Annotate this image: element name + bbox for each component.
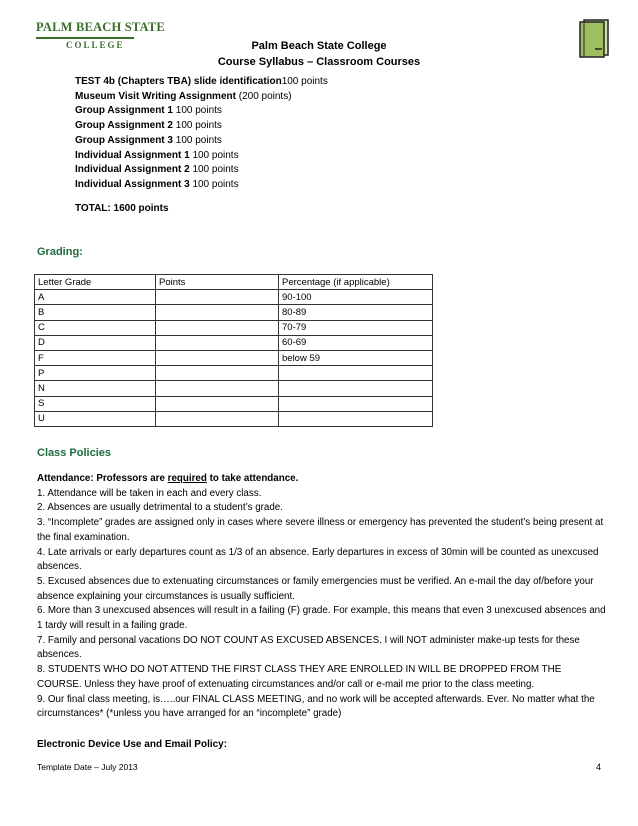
column-header: Points <box>156 275 279 290</box>
assignment-points-list <box>75 75 328 193</box>
policy-item: 8. STUDENTS WHO DO NOT ATTEND THE FIRST CLASS THEY ARE ENROLLED IN WILL BE DROPPED FROM THE COURSE. Unless they have proof of extenuating circumstances and/or call or e-mail me prior to the class meeting. <box>37 664 562 690</box>
assignment-row: Individual Assignment 3 100 points <box>75 178 239 190</box>
class-policies <box>37 472 607 722</box>
logo-name: PALM BEACH STATE <box>36 20 165 34</box>
table-row: P <box>35 366 433 381</box>
table-row: A 90-100 <box>35 290 433 305</box>
header-subtitle: Course Syllabus – Classroom Courses <box>217 56 421 68</box>
policy-item: 9. Our final class meeting, is…..our FINAL CLASS MEETING, and no work will be accepted afterwards. Ever. No matter what the circumstances* (*unless you have arranged for an “incomplete” grade) <box>37 693 595 720</box>
class-policies-heading: Class Policies <box>37 447 111 459</box>
policy-item: 2. Absences are usually detrimental to a student’s grade. <box>37 502 283 514</box>
assignment-row: Museum Visit Writing Assignment (200 points) <box>75 90 292 102</box>
logo-divider <box>36 37 134 39</box>
assignment-row: TEST 4b (Chapters TBA) slide identification100 points <box>75 76 328 87</box>
column-header: Letter Grade <box>35 275 156 290</box>
policy-item: 7. Family and personal vacations DO NOT COUNT AS EXCUSED ABSENCES. I will NOT administer make-up tests for these absences. <box>37 634 580 661</box>
attendance-title: Attendance: Professors are required to take attendance. <box>37 473 299 484</box>
assignment-row: Group Assignment 1 100 points <box>75 105 222 117</box>
table-row: C 70-79 <box>35 320 433 335</box>
assignment-row: Group Assignment 2 100 points <box>75 120 222 132</box>
policy-item: 4. Late arrivals or early departures count as 1/3 of an absence. Early departures in excess of 30min will be counted as unexcused absences. <box>37 546 599 573</box>
book-icon <box>578 18 610 58</box>
policy-item: 6. More than 3 unexcused absences will result in a failing (F) grade. For example, this means that even 3 unexcused absences and 1 tardy will result in a failing grade. <box>37 605 606 632</box>
column-header: Percentage (if applicable) <box>279 275 433 290</box>
page-number: 4 <box>596 762 602 772</box>
grading-table <box>34 274 433 427</box>
total-points: TOTAL: 1600 points <box>75 203 169 214</box>
grading-heading: Grading: <box>37 246 83 258</box>
policy-item: 5. Excused absences due to extenuating circumstances or family emergencies must be verified. An e-mail the day of/before your absence explaining your circumstances is usually sufficient. <box>37 575 594 602</box>
assignment-row: Group Assignment 3 100 points <box>75 134 222 146</box>
table-row: U <box>35 411 433 426</box>
table-row: N <box>35 381 433 396</box>
table-header-row <box>35 275 433 290</box>
assignment-row: Individual Assignment 2 100 points <box>75 164 239 176</box>
logo-college: COLLEGE <box>66 40 125 50</box>
policy-item: 1. Attendance will be taken in each and every class. <box>37 487 262 499</box>
table-row: D 60-69 <box>35 335 433 350</box>
table-row: B 80-89 <box>35 305 433 320</box>
assignment-row: Individual Assignment 1 100 points <box>75 149 239 161</box>
table-row: S <box>35 396 433 411</box>
template-date: Template Date – July 2013 <box>37 762 138 772</box>
policy-item: 3. “Incomplete” grades are assigned only in cases where severe illness or emergency has prevented the student’s being present at the final examination. <box>37 517 604 543</box>
header-title: Palm Beach State College <box>251 40 387 52</box>
device-policy-heading: Electronic Device Use and Email Policy: <box>37 739 228 750</box>
table-row: F below 59 <box>35 350 433 365</box>
